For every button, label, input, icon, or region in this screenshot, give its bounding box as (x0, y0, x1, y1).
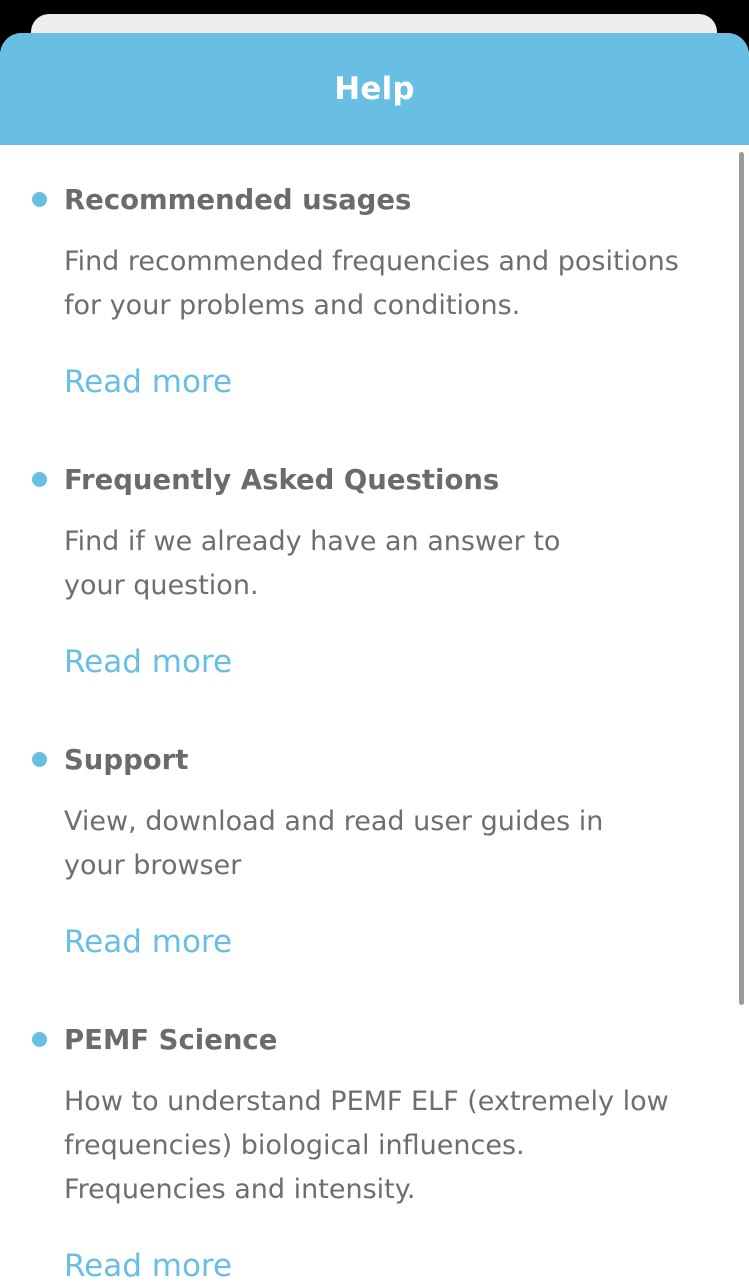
section-title: Support (64, 744, 189, 776)
section-pemf-science (64, 962, 749, 1286)
section-description: Find if we already have an answer to your question. (64, 526, 561, 601)
section-recommended-usages (64, 145, 749, 402)
section-title: Recommended usages (64, 184, 412, 216)
bullet-icon (32, 192, 47, 207)
header-bar (0, 33, 749, 145)
section-description: Find recommended frequencies and positions for your problems and conditions. (64, 246, 679, 321)
read-more-link[interactable]: Read more (64, 364, 233, 400)
section-faq (64, 402, 749, 682)
help-sheet (0, 33, 749, 1287)
section-description: How to understand PEMF ELF (extremely low frequencies) biological influences. Frequencies and intensity. (64, 1086, 669, 1205)
bullet-icon (32, 1032, 47, 1047)
section-title: PEMF Science (64, 1024, 278, 1056)
page-title: Help (334, 71, 415, 107)
help-list[interactable] (0, 145, 749, 1286)
bullet-icon (32, 752, 47, 767)
read-more-link[interactable]: Read more (64, 1248, 233, 1284)
read-more-link[interactable]: Read more (64, 924, 233, 960)
scrollbar[interactable] (739, 152, 744, 1005)
section-description: View, download and read user guides in your browser (64, 806, 604, 881)
bullet-icon (32, 472, 47, 487)
section-support (64, 682, 749, 962)
read-more-link[interactable]: Read more (64, 644, 233, 680)
section-title: Frequently Asked Questions (64, 464, 500, 496)
